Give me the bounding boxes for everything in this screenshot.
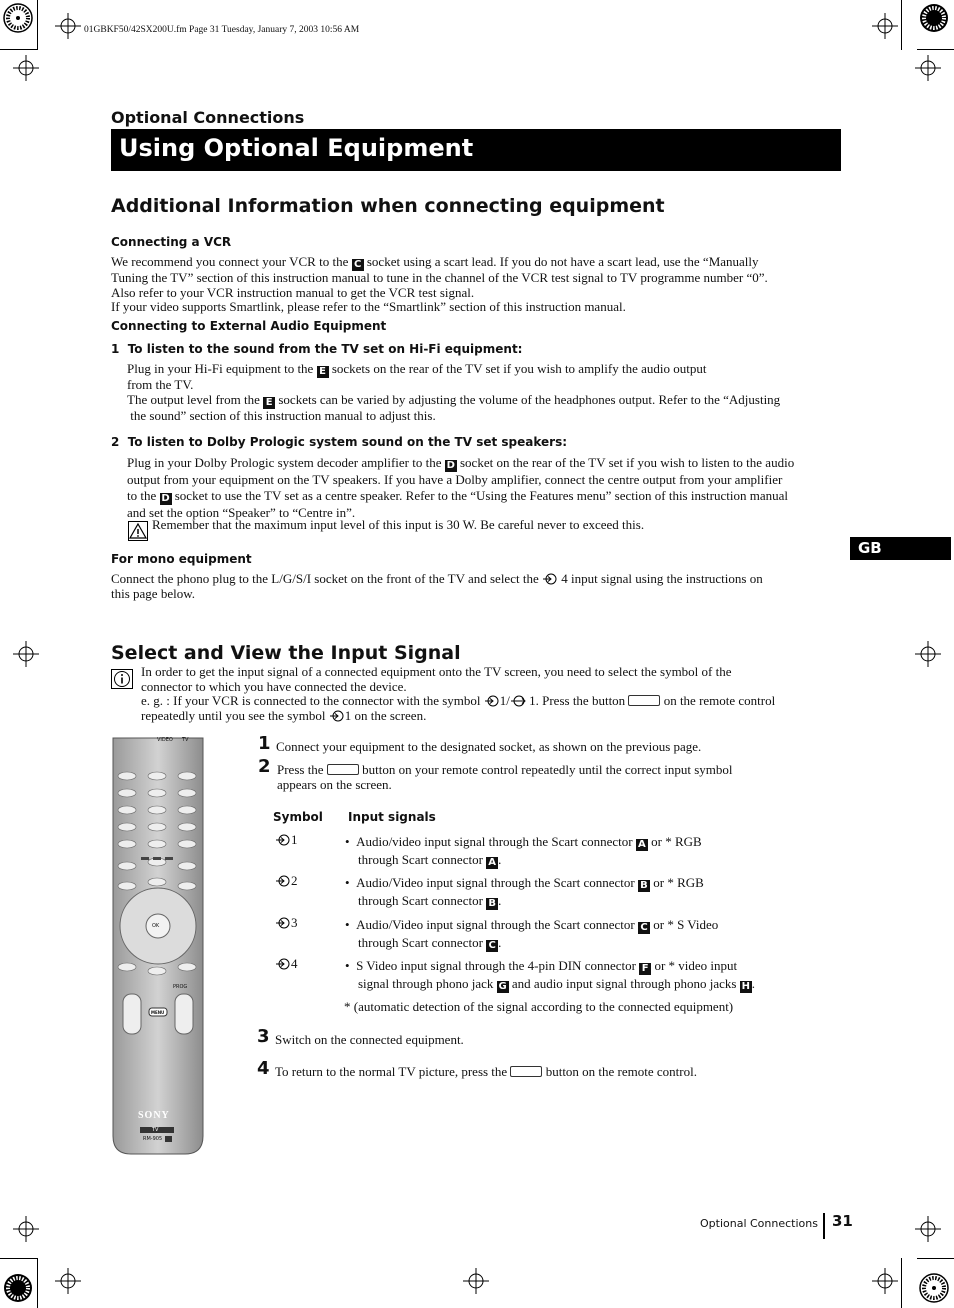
file-header: 01GBKF50/42SX200U.fm Page 31 Tuesday, January 7, 2003 10:56 AM [84,25,360,35]
tv-button-icon [510,1066,542,1077]
registration-starburst-icon [2,2,34,34]
crosshair-mark-icon [13,1216,39,1242]
footer-divider [823,1213,825,1239]
audio-item1-text: Plug in your Hi-Fi equipment to the E sockets on the rear of the TV set if you wish to amplify the audio output from the TV. The output level from the E sockets can be varied by adjusting the volume of the headphones output. Refer to the “Adjusting the sound” section of this instruction manual to adjust this. [127,361,781,423]
heading-additional-info: Additional Information when connecting equipment [111,195,665,217]
audio-item2-heading: 2 To listen to Dolby Prologic system sound on the TV set speakers: [111,435,568,449]
mono-text: Connect the phono plug to the L/G/S/I socket on the front of the TV and select the 4 input signal using the instructions on this page below. [111,571,763,601]
crosshair-mark-icon [55,13,81,39]
connector-label-icon: H [741,981,750,992]
connector-label-icon: D [161,492,170,504]
input-symbol-icon [275,834,291,846]
language-tab [850,537,951,560]
table-row: • Audio/Video input signal through the Scart connector B or * RGB through Scart connector B . [345,875,704,909]
crop-mark [901,0,902,50]
warning-icon [128,521,148,541]
heading-select-view: Select and View the Input Signal [111,642,461,664]
remote-control-illustration [111,736,205,1156]
crosshair-mark-icon [915,55,941,81]
vcr-title: Connecting a VCR [111,235,232,249]
connector-label-icon: C [486,940,498,952]
connector-label-icon: B [638,880,650,892]
crop-mark [901,1258,902,1308]
audio-item2-text: Plug in your Dolby Prologic system decoder amplifier to the D socket on the rear of the TV set if you wish to listen to the audio output from your equipment on the TV speakers. If you have a Dolby amplifier, connect the centre output from your amplifier to the D socket to use the TV set as a centre speaker. Refer to the “Using the Features menu” section of this instruction manual and set the option “Speaker” to “Centre in”. [127,455,795,520]
remote-prog-label: PROG [173,984,188,990]
page-title: Using Optional Equipment [119,134,474,162]
remote-ok-label: OK [152,923,160,929]
crop-mark [917,1258,954,1259]
warning-text: Remember that the maximum input level of this input is 30 W. Be careful never to exceed this. [152,517,645,532]
connector-label-icon: F [639,963,651,975]
page-number: 31 [832,1212,853,1230]
connector-label-icon: C [638,922,650,934]
connector-label-icon: B [486,898,498,910]
connector-label-icon: D [446,460,455,471]
mono-title: For mono equipment [111,552,252,566]
crosshair-mark-icon [463,1268,489,1294]
table-row: 1 [275,833,298,848]
title-banner [111,129,841,171]
table-header-input-signals: Input signals [348,810,436,824]
table-row: • Audio/video input signal through the Scart connector A or * RGB through Scart connector A . [345,834,702,868]
registration-starburst-icon [918,2,950,34]
step-4-number: 4 [257,1058,270,1079]
step-2-text: Press the button on your remote control repeatedly until the correct input symbol appears on the screen. [277,762,733,792]
crop-mark [37,1258,38,1308]
crosshair-mark-icon [13,641,39,667]
step-1-number: 1 [258,733,271,754]
section-title: Optional Connections [111,108,305,127]
input-symbol-icon [329,710,345,722]
input-symbol-icon [275,958,291,970]
step-2-number: 2 [258,756,271,777]
crosshair-mark-icon [872,13,898,39]
table-row: • S Video input signal through the 4-pin DIN connector F or * video input signal through phono jack G and audio input signal through phono jacks H . [345,958,755,992]
connector-label-icon: E [317,366,329,378]
input-select-button-icon [327,764,359,775]
remote-menu-label: MENU [151,1010,165,1015]
table-row: 4 [275,957,298,972]
table-row: 3 [275,916,298,931]
input-select-button-icon [628,695,660,706]
connector-label-icon: E [263,397,275,409]
remote-control-icon [111,736,205,1156]
remote-tv-badge: TV [152,1127,159,1133]
audio-item1-heading: 1 To listen to the sound from the TV set on Hi-Fi equipment: [111,342,523,356]
crosshair-mark-icon [13,55,39,81]
connector-label-icon: A [636,839,648,851]
audio-title: Connecting to External Audio Equipment [111,319,387,333]
connector-label-icon: G [498,981,507,992]
remote-brand: SONY [138,1110,170,1121]
intro-text: In order to get the input signal of a connected equipment onto the TV screen, you need to select the symbol of the connector to which you have connected the device. e. g. : If your VCR is connected to the connector with the symbol 1/ 1. Press the button on the remote control repeatedly until you see the symbol 1 on the screen. [141,664,776,723]
remote-model: RM-905 [143,1136,163,1142]
crop-mark [0,1258,37,1259]
step-3-number: 3 [257,1026,270,1047]
output-symbol-icon [510,695,526,707]
table-footnote: * (automatic detection of the signal according to the connected equipment) [344,999,734,1014]
step-1-text: Connect your equipment to the designated socket, as shown on the previous page. [276,739,702,754]
language-tab-label: GB [858,539,882,557]
table-row: • Audio/Video input signal through the Scart connector C or * S Video through Scart connector C . [345,917,719,951]
input-symbol-icon [275,875,291,887]
crop-mark [917,49,954,50]
registration-starburst-icon [2,1272,34,1304]
table-row: 2 [275,874,298,889]
step-3-text: Switch on the connected equipment. [275,1032,464,1047]
input-symbol-icon [484,695,500,707]
remote-video-label: VIDEO [157,737,173,743]
crop-mark [0,49,37,50]
info-icon [111,669,133,689]
footer-section: Optional Connections [700,1217,818,1230]
crop-mark [37,0,38,50]
step-4-text: To return to the normal TV picture, press the button on the remote control. [275,1064,697,1079]
crosshair-mark-icon [872,1268,898,1294]
crosshair-mark-icon [55,1268,81,1294]
crosshair-mark-icon [915,1216,941,1242]
remote-tv-label: TV [182,737,189,743]
connector-label-icon: A [486,857,498,869]
table-header-symbol: Symbol [273,810,323,824]
input-symbol-icon [275,917,291,929]
crosshair-mark-icon [915,641,941,667]
connector-label-icon: C [352,259,364,271]
input-symbol-icon [542,573,558,585]
vcr-paragraph: We recommend you connect your VCR to the C socket using a scart lead. If you do not have a scart lead, use the “Manually Tuning the TV” section of this instruction manual to tune in the channel of the VCR test signal to TV programme number “0”. Also refer to your VCR instruction manual to get the VCR test signal. If your video supports Smartlink, please refer to the “Smartlink” section of this instruction manual. [111,254,768,315]
registration-starburst-icon [918,1272,950,1304]
